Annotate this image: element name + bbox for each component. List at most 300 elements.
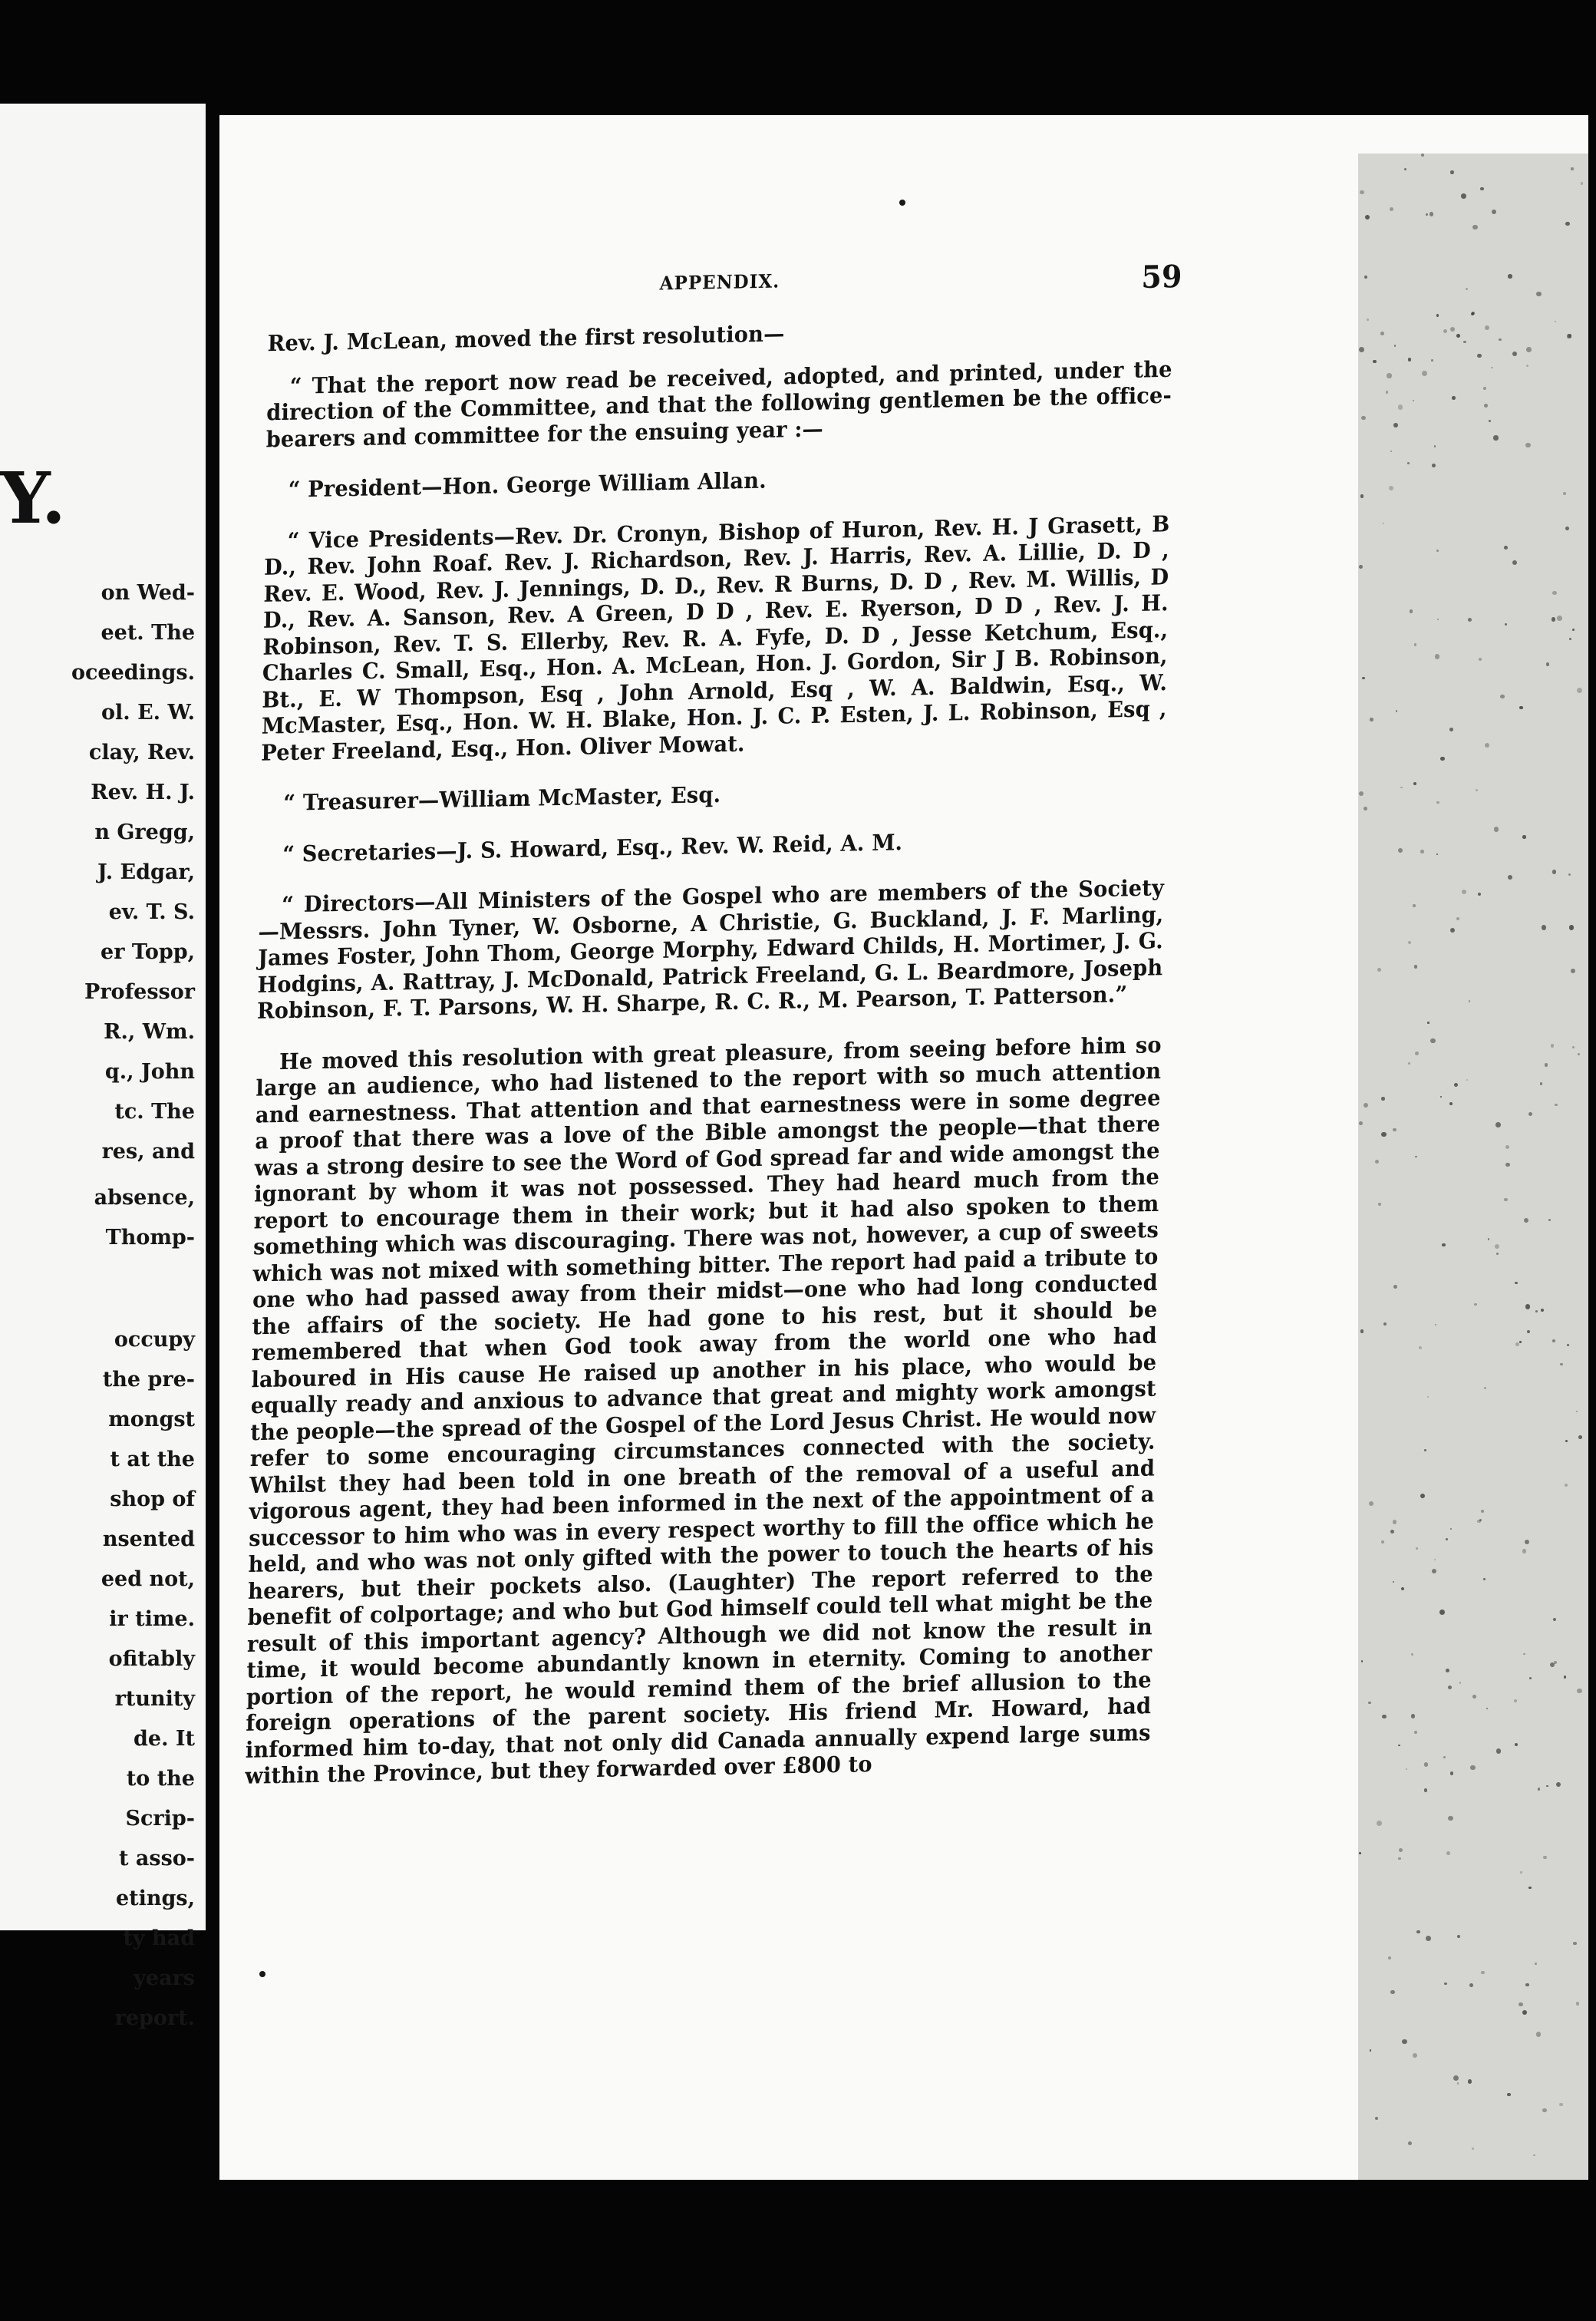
- edge-speck: [1505, 1163, 1510, 1167]
- edge-speck: [1484, 404, 1488, 408]
- edge-speck: [1435, 654, 1439, 659]
- edge-speck: [1485, 743, 1489, 748]
- edge-speck: [1489, 420, 1491, 422]
- edge-speck: [1401, 1587, 1405, 1591]
- edge-speck: [1476, 789, 1478, 791]
- edge-speck: [1528, 1887, 1531, 1889]
- edge-speck: [1398, 1745, 1400, 1747]
- left-page-line-fragment: ofitably: [108, 1647, 195, 1671]
- edge-speck: [1479, 1519, 1482, 1521]
- vice-presidents-list: “ Vice Presidents—Rev. Dr. Cronyn, Bishop of Huron, Rev. H. J Grasett, B D., Rev. John Roaf. Rev. J. Richardson, Rev. J. Harris, Rev. A. Lillie, D. D , Rev. E. Wood, Rev. J. Jennings, D. D., Rev. R Burns, D. D , Rev. M. Willis, D D., Rev. A. Sanson, Rev. A Green, D D , Rev. E. Ryerson, D D , Rev. J. H. Robinson, Rev. T. S. Ellerby, Rev. R. A. Fyfe, D. D , Jesse Ketchum, Esq., Charles C. Small, Esq., Hon. A. McLean, Hon. J. Gordon, Sir J B. Robinson, Bt., E. W Thompson, Esq , John Arnold, Esq , W. A. Baldwin, Esq., W. McMaster, Esq., Hon. W. H. Blake, Hon. J. C. P. Esten, J. L. Robinson, Esq , Peter Freeland, Esq., Hon. Oliver Mowat.: [261, 510, 1170, 766]
- edge-speck: [1414, 1731, 1417, 1734]
- edge-speck: [1443, 329, 1447, 333]
- edge-speck: [1477, 354, 1482, 358]
- edge-speck: [1552, 1339, 1555, 1342]
- edge-speck: [1462, 890, 1466, 894]
- edge-speck: [1434, 445, 1436, 447]
- edge-speck: [1361, 1660, 1364, 1662]
- edge-speck: [1463, 341, 1466, 343]
- edge-speck: [1431, 359, 1433, 362]
- edge-speck: [1359, 565, 1363, 569]
- edge-speck: [1486, 1708, 1488, 1709]
- left-page-line-fragment: eet. The: [101, 621, 195, 645]
- resolution-text: “ That the report now read be received, adopted, and printed, under the direction of the Committee, and that the following gentlemen be the office-bearers and committee for the ensuing year :—: [265, 355, 1172, 453]
- edge-speck: [1382, 1715, 1387, 1719]
- left-page-line-fragment: R., Wm.: [104, 1020, 195, 1044]
- edge-speck: [1359, 791, 1364, 797]
- edge-speck: [1443, 1756, 1446, 1758]
- edge-speck: [1536, 292, 1542, 297]
- edge-speck: [1387, 373, 1391, 378]
- edge-speck: [1450, 327, 1455, 332]
- edge-speck: [1414, 643, 1417, 646]
- edge-speck: [1446, 1538, 1448, 1540]
- edge-speck: [1536, 2032, 1542, 2037]
- directors-list: “ Directors—All Ministers of the Gospel who are members of the Society —Messrs. John Tyner, W. Osborne, A Christie, G. Buckland, J. F. Marling, James Foster, John Thom, George Morphy, Edward Childs, H. Mortimer, J. G. Hodgins, A. Rattray, J. McDonald, Patrick Freeland, G. L. Beardmore, Joseph Robinson, F. T. Parsons, W. H. Sharpe, R. C. R., M. Pearson, T. Patterson.”: [256, 874, 1165, 1025]
- edge-speck: [1522, 835, 1525, 838]
- edge-speck: [1364, 276, 1367, 279]
- edge-speck: [1478, 893, 1481, 896]
- edge-speck: [1427, 1022, 1429, 1024]
- edge-speck: [1390, 1530, 1394, 1534]
- edge-speck: [1390, 451, 1392, 452]
- edge-speck: [1469, 1000, 1471, 1002]
- edge-speck: [1504, 1198, 1507, 1201]
- edge-speck: [1393, 1520, 1396, 1524]
- edge-speck: [1515, 1342, 1519, 1346]
- left-page-line-fragment: Professor: [84, 980, 195, 1004]
- edge-speck: [1399, 1848, 1403, 1852]
- edge-speck: [1450, 1771, 1454, 1775]
- edge-speck: [1526, 365, 1528, 367]
- left-page-line-fragment: t at the: [110, 1448, 195, 1471]
- left-page-text-fragment-upper: [71, 573, 195, 1172]
- edge-speck: [1359, 1852, 1361, 1854]
- edge-speck: [1413, 904, 1415, 906]
- edge-speck: [1426, 213, 1428, 216]
- edge-speck: [1546, 662, 1550, 666]
- edge-speck: [1427, 1396, 1429, 1398]
- left-page-line-fragment: t asso-: [119, 1847, 195, 1870]
- edge-speck: [1565, 222, 1570, 226]
- edge-speck: [1472, 2148, 1474, 2150]
- edge-speck: [1493, 435, 1498, 440]
- edge-speck: [1454, 1083, 1458, 1087]
- edge-speck: [1402, 2039, 1407, 2045]
- edge-speck: [1415, 1052, 1419, 1055]
- left-page-line-fragment: res, and: [101, 1140, 195, 1164]
- edge-speck: [1542, 925, 1546, 929]
- edge-speck: [1481, 1971, 1484, 1974]
- edge-speck: [1452, 396, 1456, 400]
- edge-speck: [1436, 853, 1438, 855]
- edge-speck: [1494, 827, 1499, 832]
- edge-speck: [1360, 494, 1364, 497]
- edge-speck: [1480, 187, 1483, 190]
- edge-speck: [1426, 1936, 1431, 1941]
- edge-speck: [1479, 658, 1482, 661]
- edge-speck: [1573, 1942, 1576, 1945]
- edge-speck: [1567, 334, 1571, 338]
- edge-speck: [1440, 757, 1444, 761]
- left-page-line-fragment: occupy: [114, 1328, 195, 1352]
- edge-speck: [1519, 706, 1522, 709]
- running-title: APPENDIX.: [659, 270, 780, 295]
- edge-speck: [1440, 1096, 1442, 1098]
- edge-speck: [1528, 1112, 1532, 1116]
- edge-speck: [1569, 638, 1571, 640]
- edge-speck: [1364, 1103, 1368, 1108]
- edge-speck: [1457, 1935, 1461, 1939]
- edge-speck: [1577, 688, 1582, 693]
- edge-speck: [1522, 1549, 1527, 1553]
- edge-speck: [1359, 347, 1364, 352]
- edge-speck: [1496, 1253, 1499, 1255]
- edge-speck: [1413, 400, 1414, 401]
- edge-speck: [1448, 1685, 1452, 1689]
- edge-speck: [1442, 1243, 1445, 1246]
- left-page-line-fragment: years: [134, 1966, 195, 1990]
- edge-speck: [1581, 182, 1583, 184]
- edge-speck: [1364, 807, 1367, 811]
- ink-speck: [259, 1971, 265, 1977]
- edge-speck: [1394, 345, 1396, 346]
- edge-speck: [1563, 492, 1566, 495]
- edge-speck: [1488, 1238, 1490, 1240]
- edge-speck: [1523, 1653, 1525, 1655]
- edge-speck: [1508, 274, 1512, 279]
- edge-speck: [1519, 2002, 1522, 2006]
- speech-paragraph: He moved this resolution with great pleasure, from seeing before him so large an audience, who had listened to the report with so much attention and earnestness. That attention and that earnestness were in some degree a proof that there was a love of the Bible amongst the people—that there was a strong desire to see the Word of God spread far and wide amongst the ignorant by whom it was not possessed. They had heard much from the report to encourage them in their work; but it had also spoken to them something which was discouraging. There was not, however, a cup of sweets which was not mixed with something bitter. The report had paid a tribute to one who had passed away from their midst—one who had long conducted the affairs of the society. He had gone to his rest, but it should be remembered that when God took away from the world one who had laboured in His cause He raised up another in his place, who would be equally ready and anxious to advance that great and mighty work amongst the people—the spread of the Gospel of the Lord Jesus Christ. He would now refer to some encouraging circumstances connected with the society. Whilst they had been told in one breath of the removal of a useful and vigorous agent, they had been informed in the next of the appointment of a successor to him who was in every respect worthy to fill the office which he held, and who was not only gifted with the power to touch the hearts of his hearers, but their pockets also. (Laughter) The report referred to the benefit of colportage; and who but God himself could tell what might be the result of this important agency? Although we did not know the result in time, it would become abundantly known in eternity. Coming to another portion of the report, he would remind them of the brief allusion to the foreign operations of the parent society. His friend Mr. Howard, had informed him to-day, that not only did Canada annually expend large sums within the Province, but they forwarded over £800 to: [245, 1032, 1162, 1790]
- left-page-heading-fragment: Y.: [0, 457, 66, 540]
- edge-speck: [1388, 1956, 1392, 1960]
- left-page-line-fragment: rtunity: [114, 1687, 195, 1711]
- edge-speck: [1386, 391, 1388, 393]
- edge-speck: [1565, 1484, 1568, 1487]
- edge-speck: [1375, 2117, 1378, 2120]
- edge-speck: [1393, 1581, 1394, 1583]
- edge-speck: [1560, 1363, 1563, 1366]
- edge-speck: [1415, 1156, 1416, 1157]
- treasurer-line: “ Treasurer—William McMaster, Esq.: [283, 781, 721, 817]
- edge-speck: [1416, 1930, 1420, 1934]
- edge-speck: [1500, 695, 1505, 699]
- edge-speck: [1512, 352, 1517, 356]
- resolution-intro: Rev. J. McLean, moved the first resolution—: [267, 320, 785, 357]
- edge-speck: [1400, 787, 1403, 789]
- edge-speck: [1543, 1856, 1547, 1860]
- edge-speck: [1576, 1411, 1578, 1412]
- edge-speck: [1495, 1244, 1499, 1249]
- edge-speck: [1398, 404, 1403, 410]
- edge-speck: [1369, 1501, 1373, 1506]
- edge-speck: [1526, 347, 1532, 352]
- left-page-line-fragment: absence,: [94, 1186, 195, 1210]
- edge-speck: [1411, 1714, 1415, 1718]
- edge-speck: [1542, 2108, 1547, 2113]
- edge-speck: [1483, 1578, 1485, 1580]
- edge-speck: [1408, 941, 1411, 944]
- edge-speck: [1408, 2141, 1412, 2145]
- edge-speck: [1375, 1160, 1379, 1164]
- edge-speck: [1393, 1285, 1397, 1289]
- edge-speck: [1555, 1104, 1557, 1106]
- edge-speck: [1389, 486, 1393, 490]
- left-page-line-fragment: ol. E. W.: [101, 701, 195, 725]
- edge-speck: [1472, 312, 1475, 315]
- left-page-line-fragment: J. Edgar,: [97, 860, 195, 884]
- edge-speck: [1552, 870, 1557, 874]
- edge-speck: [1408, 1062, 1410, 1065]
- edge-speck: [1370, 718, 1373, 721]
- edge-speck: [1390, 207, 1393, 211]
- edge-speck: [1367, 319, 1369, 321]
- edge-speck: [1398, 1857, 1400, 1860]
- left-page-text-fragment-lower: [101, 1320, 195, 2039]
- edge-speck: [1557, 616, 1562, 621]
- edge-speck: [1568, 873, 1571, 876]
- edge-speck: [1525, 1540, 1529, 1544]
- edge-speck: [1411, 1653, 1413, 1656]
- edge-speck: [1407, 462, 1409, 464]
- edge-speck: [1548, 1219, 1551, 1221]
- edge-speck: [1450, 1528, 1452, 1530]
- edge-speck: [1515, 1743, 1518, 1746]
- edge-speck: [1545, 1063, 1548, 1066]
- left-page-line-fragment: q., John: [104, 1060, 195, 1084]
- edge-speck: [1491, 367, 1493, 369]
- left-page-line-fragment: eed not,: [101, 1567, 195, 1591]
- edge-speck: [1424, 1762, 1428, 1766]
- edge-speck: [1520, 1871, 1522, 1874]
- edge-speck: [1472, 225, 1478, 230]
- edge-speck: [1466, 288, 1468, 290]
- edge-speck: [1571, 167, 1573, 170]
- page-text-block: [245, 257, 1182, 1801]
- edge-speck: [1524, 1218, 1528, 1223]
- left-page-line-fragment: nsented: [102, 1527, 195, 1551]
- edge-speck: [1496, 1748, 1502, 1754]
- left-page-line-fragment: mongst: [108, 1408, 195, 1431]
- left-page-line-fragment: to the: [126, 1767, 195, 1791]
- edge-speck: [1470, 1765, 1475, 1770]
- left-page-line-fragment: de. It: [134, 1727, 195, 1751]
- edge-speck: [1419, 1346, 1422, 1349]
- edge-speck: [1572, 1046, 1575, 1048]
- edge-speck: [1507, 2093, 1510, 2096]
- edge-speck: [1474, 1303, 1476, 1306]
- edge-speck: [1505, 1145, 1509, 1149]
- edge-speck: [1564, 1676, 1567, 1679]
- edge-speck: [1578, 1053, 1580, 1055]
- edge-speck: [1552, 591, 1556, 595]
- edge-speck: [1551, 617, 1555, 621]
- edge-speck: [1437, 619, 1439, 620]
- edge-speck: [1398, 848, 1403, 853]
- edge-speck: [1469, 1983, 1473, 1987]
- edge-speck: [1381, 1132, 1387, 1137]
- edge-speck: [1541, 1309, 1544, 1312]
- secretaries-line: “ Secretaries—J. S. Howard, Esq., Rev. W. Reid, A. M.: [282, 829, 903, 867]
- left-page-line-fragment: Scrip-: [125, 1807, 195, 1831]
- edge-speck: [1429, 212, 1434, 216]
- edge-speck: [1439, 1610, 1445, 1615]
- edge-speck: [1359, 1121, 1363, 1125]
- edge-speck: [1378, 1203, 1381, 1206]
- edge-speck: [1569, 925, 1574, 929]
- edge-speck: [1420, 850, 1424, 853]
- edge-speck: [1435, 1324, 1436, 1326]
- edge-speck: [1529, 1677, 1532, 1679]
- edge-speck: [1508, 875, 1512, 880]
- edge-speck: [1408, 358, 1412, 362]
- edge-speck: [1453, 2075, 1459, 2081]
- edge-speck: [1468, 2079, 1472, 2084]
- edge-speck: [1571, 969, 1575, 973]
- edge-speck: [1535, 1310, 1538, 1312]
- left-page-line-fragment: ev. T. S.: [108, 900, 195, 924]
- page-number: 59: [1141, 257, 1182, 295]
- edge-speck: [1390, 1990, 1394, 1994]
- president-line: “ President—Hon. George William Allan.: [288, 467, 767, 503]
- left-page-line-fragment: report.: [114, 2006, 195, 2030]
- edge-speck: [1406, 1768, 1407, 1770]
- edge-speck: [1578, 1435, 1582, 1439]
- left-page-line-fragment: n Gregg,: [94, 820, 195, 844]
- left-page-line-fragment: on Wed-: [101, 581, 195, 605]
- edge-speck: [1556, 1782, 1561, 1787]
- left-page-text-fragment-middle: [94, 1178, 195, 1258]
- edge-speck: [1380, 332, 1384, 335]
- edge-speck: [1383, 1322, 1387, 1326]
- left-page-line-fragment: Thomp-: [105, 1226, 195, 1250]
- edge-speck: [1576, 2002, 1579, 2005]
- edge-speck: [1430, 1038, 1436, 1044]
- edge-speck: [1444, 1983, 1447, 1986]
- edge-speck: [1551, 1044, 1554, 1047]
- edge-speck: [1393, 423, 1398, 428]
- edge-speck: [1546, 1785, 1548, 1788]
- edge-speck: [1456, 917, 1459, 920]
- edge-speck: [1362, 677, 1365, 680]
- edge-speck: [1450, 928, 1455, 933]
- edge-speck: [1414, 965, 1417, 968]
- edge-speck: [1424, 1449, 1426, 1451]
- edge-speck: [1504, 546, 1508, 550]
- edge-speck: [1559, 2103, 1563, 2107]
- edge-speck: [1483, 387, 1486, 390]
- edge-speck: [1370, 2049, 1372, 2052]
- edge-speck: [1481, 1510, 1484, 1513]
- left-page-line-fragment: ty had: [123, 1926, 195, 1950]
- edge-speck: [1535, 1963, 1537, 1965]
- ink-speck: [899, 200, 905, 206]
- left-page-line-fragment: etings,: [115, 1887, 195, 1910]
- left-page-line-fragment: oceedings.: [71, 661, 195, 685]
- edge-speck: [1432, 1569, 1437, 1574]
- edge-speck: [1461, 193, 1466, 199]
- edge-speck: [1495, 1122, 1501, 1127]
- edge-speck: [1424, 1788, 1428, 1792]
- edge-speck: [1422, 371, 1427, 376]
- page-edge-strip: [1358, 154, 1588, 2180]
- edge-speck: [1421, 154, 1424, 157]
- edge-speck: [1456, 334, 1460, 338]
- edge-speck: [1413, 2053, 1417, 2058]
- edge-speck: [1420, 1494, 1425, 1498]
- edge-speck: [1396, 710, 1398, 712]
- edge-speck: [1554, 1661, 1557, 1664]
- left-page-line-fragment: clay, Rev.: [88, 741, 195, 764]
- edge-speck: [1525, 443, 1531, 448]
- edge-speck: [1404, 168, 1406, 170]
- left-page-line-fragment: shop of: [110, 1487, 195, 1511]
- edge-speck: [1381, 1540, 1384, 1543]
- edge-speck: [1361, 416, 1366, 421]
- edge-speck: [1446, 1669, 1449, 1672]
- edge-speck: [1525, 1983, 1529, 1987]
- edge-speck: [1459, 1682, 1462, 1684]
- edge-speck: [1555, 321, 1556, 322]
- edge-speck: [1505, 623, 1507, 626]
- edge-speck: [1565, 527, 1569, 530]
- edge-speck: [1381, 1097, 1384, 1100]
- edge-speck: [1553, 1618, 1556, 1621]
- edge-speck: [1499, 338, 1502, 342]
- left-page-line-fragment: tc. The: [114, 1100, 195, 1124]
- left-page-line-fragment: the pre-: [102, 1368, 195, 1392]
- edge-speck: [1472, 1695, 1476, 1699]
- edge-speck: [1485, 325, 1489, 330]
- left-page-line-fragment: Rev. H. J.: [91, 781, 195, 804]
- edge-speck: [1432, 464, 1436, 467]
- edge-speck: [1368, 1702, 1370, 1704]
- edge-speck: [1519, 1341, 1522, 1343]
- left-page-line-fragment: ir time.: [109, 1607, 195, 1631]
- edge-speck: [1567, 1344, 1569, 1346]
- edge-speck: [1449, 1102, 1453, 1105]
- edge-speck: [1457, 2082, 1459, 2085]
- edge-speck: [1512, 560, 1517, 565]
- edge-speck: [1522, 2010, 1527, 2015]
- left-page-line-fragment: er Topp,: [101, 940, 195, 964]
- edge-speck: [1450, 170, 1453, 173]
- edge-speck: [1468, 618, 1472, 622]
- edge-speck: [1577, 1689, 1581, 1693]
- edge-speck: [1436, 801, 1439, 804]
- edge-speck: [1434, 1559, 1436, 1560]
- edge-speck: [1383, 523, 1384, 524]
- edge-speck: [1514, 1699, 1517, 1702]
- edge-speck: [1538, 1788, 1540, 1790]
- edge-speck: [1572, 629, 1575, 631]
- left-facing-page: [0, 104, 206, 2030]
- edge-speck: [1466, 1079, 1468, 1081]
- edge-speck: [1360, 190, 1364, 194]
- edge-speck: [1492, 210, 1496, 214]
- edge-speck: [1410, 609, 1413, 612]
- edge-speck: [1393, 1128, 1396, 1131]
- edge-speck: [1377, 968, 1381, 972]
- edge-speck: [1360, 1329, 1364, 1332]
- edge-speck: [1449, 728, 1453, 731]
- edge-speck: [1436, 550, 1439, 552]
- edge-speck: [1565, 1440, 1568, 1442]
- edge-speck: [1365, 215, 1370, 220]
- edge-speck: [1515, 1282, 1518, 1285]
- edge-speck: [1525, 1304, 1530, 1309]
- edge-speck: [1413, 782, 1416, 785]
